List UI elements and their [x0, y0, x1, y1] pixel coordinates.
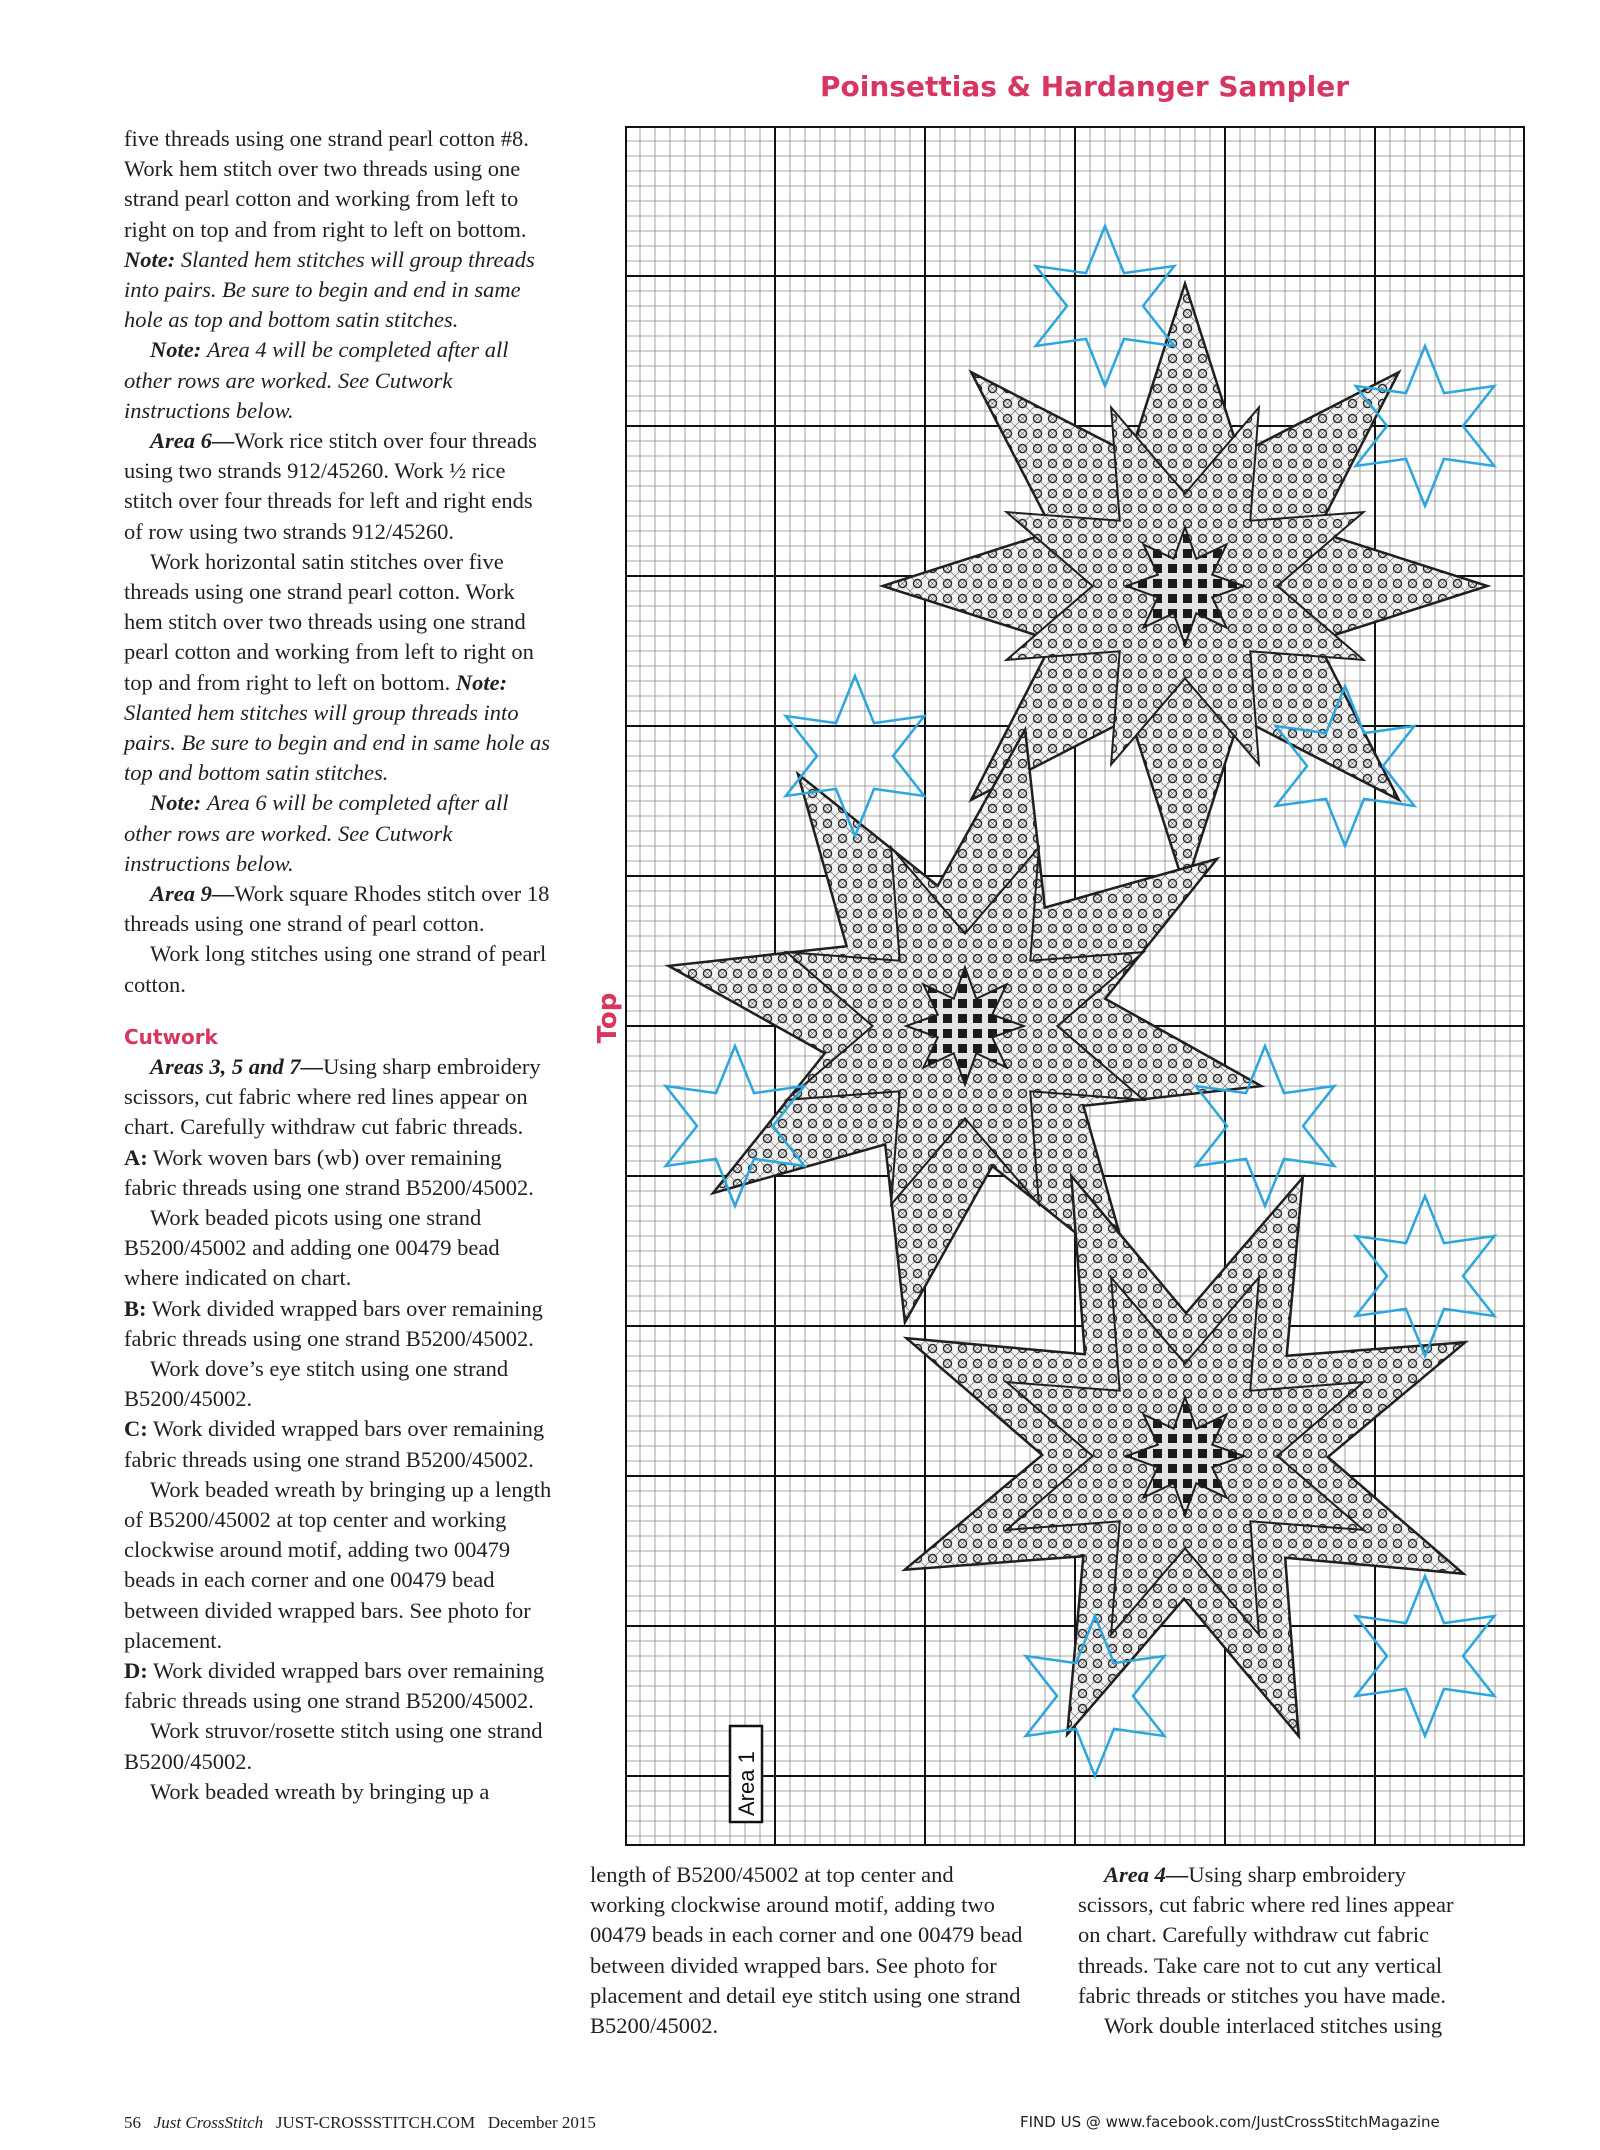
- paragraph: Areas 3, 5 and 7—Using sharp embroidery scissors, cut fabric where red lines appear on chart. Carefully withdraw cut fabric threads.: [124, 1053, 541, 1140]
- page-title: Poinsettias & Hardanger Sampler: [820, 70, 1350, 103]
- paragraph: Work beaded wreath by bringing up a length of B5200/45002 at top center and working clockwise around motif, adding two 00479 beads in each corner and one 00479 bead between divided wrapped bars. See photo for placement.: [124, 1476, 552, 1653]
- cross-stitch-chart: [625, 126, 1525, 1846]
- left-text-column: [124, 124, 556, 1807]
- paragraph: Work beaded wreath by bringing up a: [150, 1778, 490, 1804]
- poinsettia-center: [906, 967, 1024, 1085]
- website: JUST-CROSSSTITCH.COM: [275, 2113, 476, 2132]
- paragraph: Note: Area 6 will be completed after all other rows are worked. See Cutwork instructions below.: [124, 790, 509, 876]
- paragraph: B: Work divided wrapped bars over remaining fabric threads using one strand B5200/45002.: [124, 1295, 543, 1351]
- bottom-middle-column: [590, 1860, 1030, 2041]
- page-number: 56: [124, 2113, 141, 2132]
- area-1-label-box: [730, 1726, 762, 1822]
- paragraph: Work dove’s eye stitch using one strand B5200/45002.: [124, 1355, 509, 1412]
- bottom-right-column: [1078, 1860, 1478, 2041]
- paragraph: Work struvor/rosette stitch using one strand B5200/45002.: [124, 1718, 543, 1774]
- chart-top-label: Top: [593, 992, 623, 1044]
- section-heading: Cutwork: [124, 1024, 218, 1049]
- footer-social: FIND US @ www.facebook.com/JustCrossStitchMagazine: [1020, 2113, 1440, 2131]
- issue-date: December 2015: [487, 2113, 596, 2132]
- chart-svg: [625, 126, 1525, 1846]
- poinsettia-center: [1126, 1397, 1244, 1515]
- paragraph: D: Work divided wrapped bars over remaining fabric threads using one strand B5200/45002.: [124, 1657, 545, 1714]
- poinsettia-center: [1126, 527, 1244, 645]
- paragraph: length of B5200/45002 at top center and working clockwise around motif, adding two 00479 beads in each corner and one 00479 bead between divided wrapped bars. See photo for placement and detail eye stitch using one strand B5200/45002.: [590, 1862, 1023, 2039]
- magazine-name: Just CrossStitch: [153, 2113, 264, 2132]
- paragraph: Work long stitches using one strand of pearl cotton.: [124, 941, 547, 997]
- paragraph: Work beaded picots using one strand B5200/45002 and adding one 00479 bead where indicated on chart.: [124, 1204, 500, 1291]
- paragraph: Note: Area 4 will be completed after all other rows are worked. See Cutwork instructions below.: [124, 337, 509, 423]
- paragraph: C: Work divided wrapped bars over remaining fabric threads using one strand B5200/45002.: [124, 1416, 545, 1472]
- paragraph: Work double interlaced stitches using: [1104, 2013, 1443, 2039]
- paragraph: Area 4—Using sharp embroidery scissors, cut fabric where red lines appear on chart. Carefully withdraw cut fabric threads. Take care not to cut any vertical fabric threads or stitches you have made.: [1078, 1862, 1454, 2008]
- paragraph: five threads using one strand pearl cotton #8. Work hem stitch over two threads using one strand pearl cotton and working from left to right on top and from right to left on bottom. Note: Slanted hem stitches will group threads into pairs. Be sure to begin and end in same hole as top and bottom satin stitches.: [124, 126, 535, 333]
- area-1-label: Area 1: [734, 1751, 759, 1816]
- paragraph: Area 9—Work square Rhodes stitch over 18 threads using one strand of pearl cotton.: [124, 881, 550, 937]
- paragraph: Work horizontal satin stitches over five threads using one strand pearl cotton. Work hem stitch over two threads using one strand pearl cotton and working from left to right on top and from right to left on bottom. Note: Slanted hem stitches will group threads into pairs. Be sure to begin and end in same hole as top and bottom satin stitches.: [124, 548, 550, 786]
- paragraph: Area 6—Work rice stitch over four threads using two strands 912/45260. Work ½ rice stitch over four threads for left and right ends of row using two strands 912/45260.: [124, 428, 537, 544]
- paragraph: A: Work woven bars (wb) over remaining fabric threads using one strand B5200/45002.: [124, 1144, 534, 1200]
- footer-left: [124, 2113, 596, 2133]
